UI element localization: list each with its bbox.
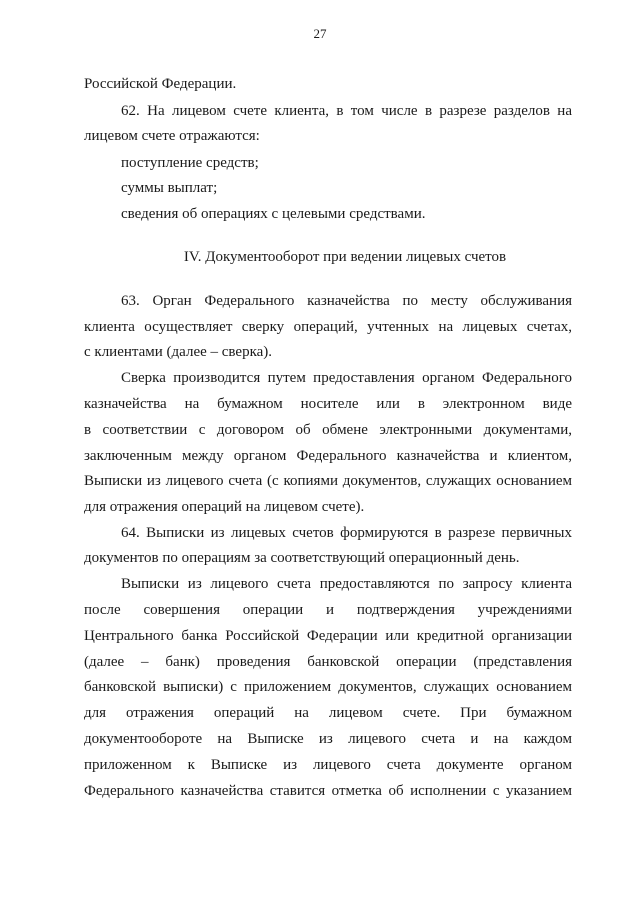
text-line: клиента осуществляет сверку операций, учтенных на лицевых счетах, xyxy=(84,319,572,335)
text-line: Российской Федерации. xyxy=(84,76,237,92)
text-line: Федерального казначейства ставится отметка об исполнении с указанием xyxy=(84,783,572,799)
text-line: заключенным между органом Федерального казначейства и клиентом, xyxy=(84,448,572,464)
text-line: казначейства на бумажном носителе или в электронном виде xyxy=(84,396,572,412)
text-line: Сверка производится путем предоставления органом Федерального xyxy=(121,370,572,386)
text-line: 62. На лицевом счете клиента, в том числе в разрезе разделов на xyxy=(121,103,572,119)
text-line: (далее – банк) проведения банковской операции (представления xyxy=(84,654,572,670)
text-line: 64. Выписки из лицевых счетов формируются в разрезе первичных xyxy=(121,525,572,541)
text-line: Выписки из лицевого счета предоставляются по запросу клиента xyxy=(121,576,572,592)
list-item: суммы выплат; xyxy=(121,180,218,196)
text-line: с клиентами (далее – сверка). xyxy=(84,344,273,360)
text-line: банковской выписки) с приложением документов, служащих основанием xyxy=(84,679,572,695)
text-line: документообороте на Выписке из лицевого счета и на каждом xyxy=(84,731,572,747)
text-line: Выписки из лицевого счета (с копиями документов, служащих основанием xyxy=(84,473,572,489)
list-item: поступление средств; xyxy=(121,155,259,171)
text-line: Центрального банка Российской Федерации или кредитной организации xyxy=(84,628,572,644)
text-line: в соответствии с договором об обмене электронными документами, xyxy=(84,422,572,438)
text-line: приложенном к Выписке из лицевого счета документе органом xyxy=(84,757,572,773)
section-heading: IV. Документооборот при ведении лицевых счетов xyxy=(183,249,507,265)
text-line: для отражения операций на лицевом счете. При бумажном xyxy=(84,705,572,721)
text-line: лицевом счете отражаются: xyxy=(84,128,260,144)
text-line: после совершения операции и подтверждения учреждениями xyxy=(84,602,572,618)
page-number: 27 xyxy=(313,26,327,41)
list-item: сведения об операциях с целевыми средствами. xyxy=(121,206,426,222)
text-line: для отражения операций на лицевом счете). xyxy=(84,499,365,515)
text-line: документов по операциям за соответствующий операционный день. xyxy=(84,550,520,566)
text-line: 63. Орган Федерального казначейства по месту обслуживания xyxy=(121,293,572,309)
